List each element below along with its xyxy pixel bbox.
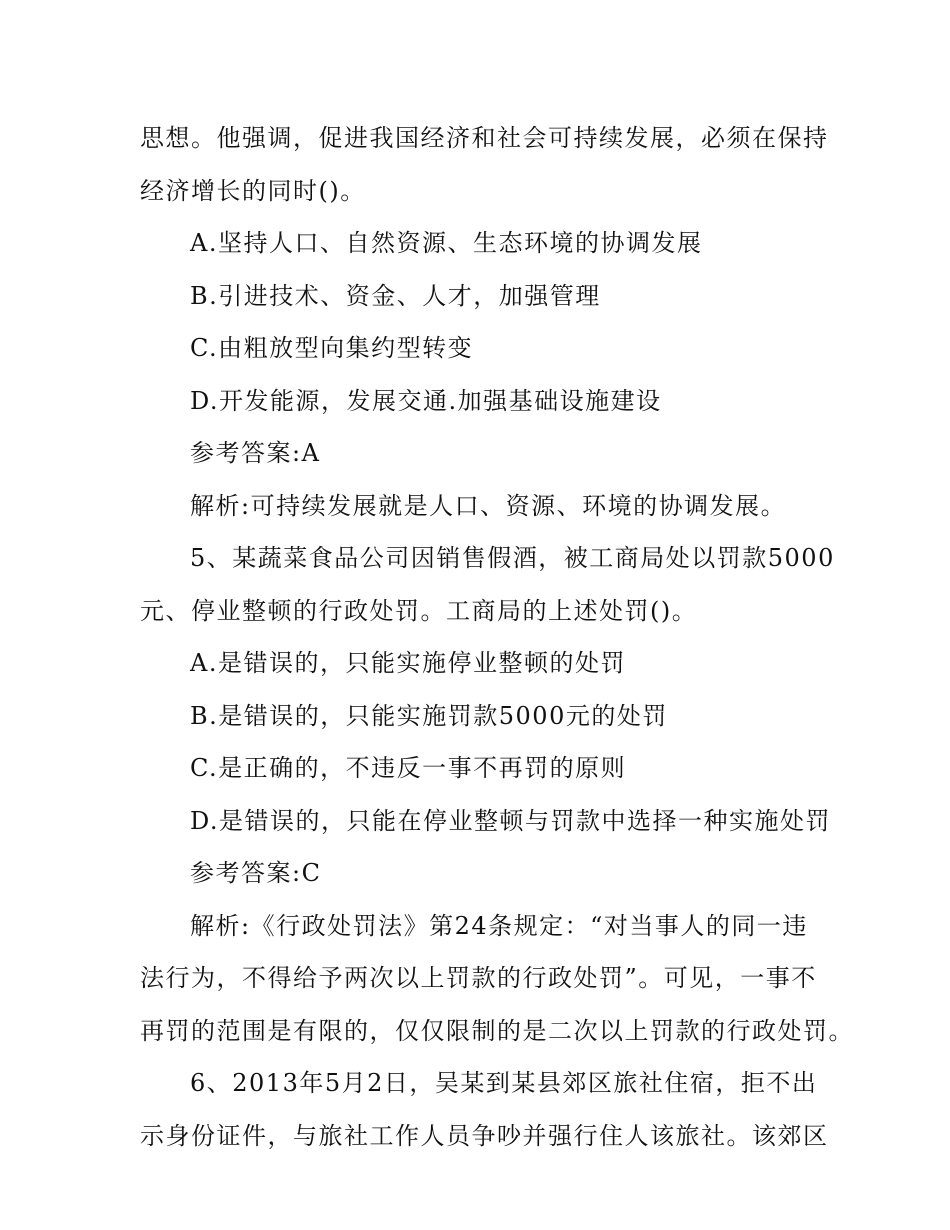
question-4-option-a: A.坚持人口、自然资源、生态环境的协调发展 — [190, 229, 703, 257]
question-4-option-b: B.引进技术、资金、人才，加强管理 — [190, 281, 601, 310]
question-5-analysis-line-1: 解析:《行政处罚法》第24条规定：“对当事人的同一违 — [190, 911, 808, 940]
question-4-option-d: D.开发能源，发展交通.加强基础设施建设 — [190, 386, 662, 415]
question-4-stem-line-2: 经济增长的同时()。 — [140, 176, 366, 205]
document-body — [140, 112, 854, 1162]
question-5-analysis-line-3: 再罚的范围是有限的，仅仅限制的是二次以上罚款的行政处罚。 — [140, 1016, 854, 1045]
question-5-option-a: A.是错误的，只能实施停业整顿的处罚 — [190, 649, 626, 677]
question-5-option-d: D.是错误的，只能在停业整顿与罚款中选择一种实施处罚 — [190, 806, 832, 835]
question-4-answer: 参考答案:A — [190, 439, 321, 467]
question-5-option-b: B.是错误的，只能实施罚款5000元的处罚 — [190, 701, 668, 730]
question-6-stem-line-2: 示身份证件，与旅社工作人员争吵并强行住人该旅社。该郊区 — [140, 1121, 829, 1150]
question-4-option-c: C.由粗放型向集约型转变 — [190, 334, 474, 362]
question-5-analysis-line-2: 法行为，不得给予两次以上罚款的行政处罚”。可见，一事不 — [140, 964, 817, 992]
question-5-stem-line-2: 元、停业整顿的行政处罚。工商局的上述处罚()。 — [140, 596, 698, 625]
question-4-stem-line-1: 思想。他强调，促进我国经济和社会可持续发展，必须在保持 — [140, 124, 829, 152]
question-6-stem-line-1: 6、2013年5月2日，吴某到某县郊区旅社住宿，拒不出 — [190, 1069, 818, 1097]
question-5-option-c: C.是正确的，不违反一事不再罚的原则 — [190, 754, 627, 782]
question-5-stem-line-1: 5、某蔬菜食品公司因销售假酒，被工商局处以罚款5000 — [190, 544, 835, 572]
question-5-answer: 参考答案:C — [190, 859, 322, 887]
question-4-analysis: 解析:可持续发展就是人口、资源、环境的协调发展。 — [190, 491, 787, 520]
